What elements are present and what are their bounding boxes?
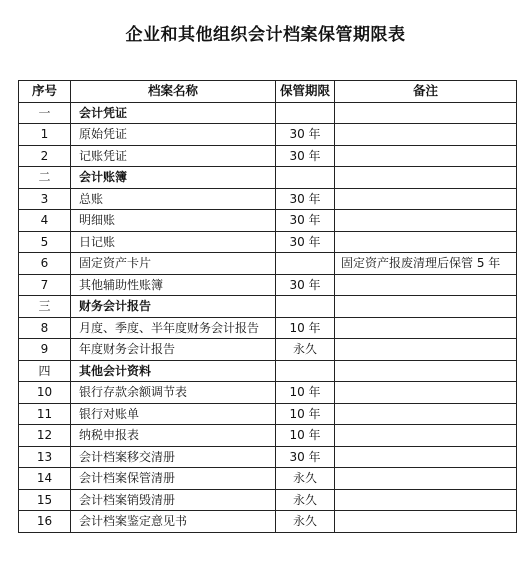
row-retention-period: 永久 — [276, 489, 335, 511]
row-note — [335, 145, 517, 167]
row-note — [335, 489, 517, 511]
table-row — [19, 253, 517, 275]
table-group-row — [19, 360, 517, 382]
row-retention-period: 10 年 — [276, 317, 335, 339]
row-retention-period — [276, 253, 335, 275]
row-number: 5 — [19, 231, 71, 253]
row-retention-period — [276, 167, 335, 189]
table-row — [19, 489, 517, 511]
table-row — [19, 317, 517, 339]
row-note — [335, 446, 517, 468]
row-note — [335, 317, 517, 339]
row-archive-name: 总账 — [71, 188, 276, 210]
row-archive-name: 会计档案保管清册 — [71, 468, 276, 490]
row-number: 11 — [19, 403, 71, 425]
table-row — [19, 145, 517, 167]
row-retention-period: 30 年 — [276, 145, 335, 167]
row-number: 二 — [19, 167, 71, 189]
table-row — [19, 231, 517, 253]
header-no: 序号 — [19, 81, 71, 103]
row-archive-name: 其他辅助性账簿 — [71, 274, 276, 296]
row-number: 12 — [19, 425, 71, 447]
row-number: 9 — [19, 339, 71, 361]
row-archive-name: 银行存款余额调节表 — [71, 382, 276, 404]
row-note — [335, 339, 517, 361]
table-row — [19, 124, 517, 146]
row-archive-name: 会计档案销毁清册 — [71, 489, 276, 511]
table-row — [19, 446, 517, 468]
retention-table — [18, 80, 517, 533]
table-row — [19, 403, 517, 425]
row-note — [335, 188, 517, 210]
row-note: 固定资产报废清理后保管 5 年 — [335, 253, 517, 275]
row-number: 10 — [19, 382, 71, 404]
row-retention-period: 永久 — [276, 468, 335, 490]
table-row — [19, 425, 517, 447]
row-note — [335, 274, 517, 296]
page-title: 企业和其他组织会计档案保管期限表 — [125, 25, 406, 45]
row-archive-name: 其他会计资料 — [71, 360, 276, 382]
row-number: 3 — [19, 188, 71, 210]
row-number: 2 — [19, 145, 71, 167]
row-archive-name: 原始凭证 — [71, 124, 276, 146]
row-archive-name: 固定资产卡片 — [71, 253, 276, 275]
table-body — [19, 102, 517, 532]
row-retention-period: 10 年 — [276, 382, 335, 404]
row-archive-name: 银行对账单 — [71, 403, 276, 425]
row-number: 4 — [19, 210, 71, 232]
table-row — [19, 382, 517, 404]
row-number: 6 — [19, 253, 71, 275]
row-number: 14 — [19, 468, 71, 490]
header-name: 档案名称 — [71, 81, 276, 103]
header-period: 保管期限 — [276, 81, 335, 103]
row-note — [335, 425, 517, 447]
table-header — [19, 81, 517, 103]
table-row — [19, 210, 517, 232]
row-note — [335, 468, 517, 490]
row-note — [335, 511, 517, 533]
row-retention-period: 30 年 — [276, 210, 335, 232]
row-retention-period — [276, 296, 335, 318]
row-retention-period: 30 年 — [276, 274, 335, 296]
row-retention-period — [276, 102, 335, 124]
row-note — [335, 210, 517, 232]
table-row — [19, 274, 517, 296]
row-note — [335, 231, 517, 253]
row-note — [335, 360, 517, 382]
row-number: 1 — [19, 124, 71, 146]
row-archive-name: 会计档案鉴定意见书 — [71, 511, 276, 533]
table-row — [19, 188, 517, 210]
table-group-row — [19, 102, 517, 124]
table-row — [19, 468, 517, 490]
row-archive-name: 月度、季度、半年度财务会计报告 — [71, 317, 276, 339]
row-number: 13 — [19, 446, 71, 468]
row-archive-name: 日记账 — [71, 231, 276, 253]
row-archive-name: 年度财务会计报告 — [71, 339, 276, 361]
table-group-row — [19, 167, 517, 189]
row-retention-period: 永久 — [276, 339, 335, 361]
row-note — [335, 124, 517, 146]
row-archive-name: 财务会计报告 — [71, 296, 276, 318]
row-archive-name: 会计账簿 — [71, 167, 276, 189]
table-group-row — [19, 296, 517, 318]
row-number: 8 — [19, 317, 71, 339]
row-archive-name: 会计凭证 — [71, 102, 276, 124]
row-retention-period: 30 年 — [276, 446, 335, 468]
row-archive-name: 记账凭证 — [71, 145, 276, 167]
header-row — [19, 81, 517, 103]
row-number: 7 — [19, 274, 71, 296]
row-number: 三 — [19, 296, 71, 318]
row-retention-period: 30 年 — [276, 124, 335, 146]
row-retention-period: 永久 — [276, 511, 335, 533]
row-retention-period: 30 年 — [276, 231, 335, 253]
row-number: 16 — [19, 511, 71, 533]
row-retention-period: 10 年 — [276, 425, 335, 447]
row-note — [335, 382, 517, 404]
row-note — [335, 296, 517, 318]
row-archive-name: 会计档案移交清册 — [71, 446, 276, 468]
row-number: 一 — [19, 102, 71, 124]
table-row — [19, 339, 517, 361]
row-note — [335, 102, 517, 124]
row-number: 四 — [19, 360, 71, 382]
row-retention-period: 10 年 — [276, 403, 335, 425]
row-number: 15 — [19, 489, 71, 511]
row-archive-name: 纳税申报表 — [71, 425, 276, 447]
row-retention-period — [276, 360, 335, 382]
row-archive-name: 明细账 — [71, 210, 276, 232]
row-retention-period: 30 年 — [276, 188, 335, 210]
table-row — [19, 511, 517, 533]
header-note: 备注 — [335, 81, 517, 103]
row-note — [335, 403, 517, 425]
row-note — [335, 167, 517, 189]
